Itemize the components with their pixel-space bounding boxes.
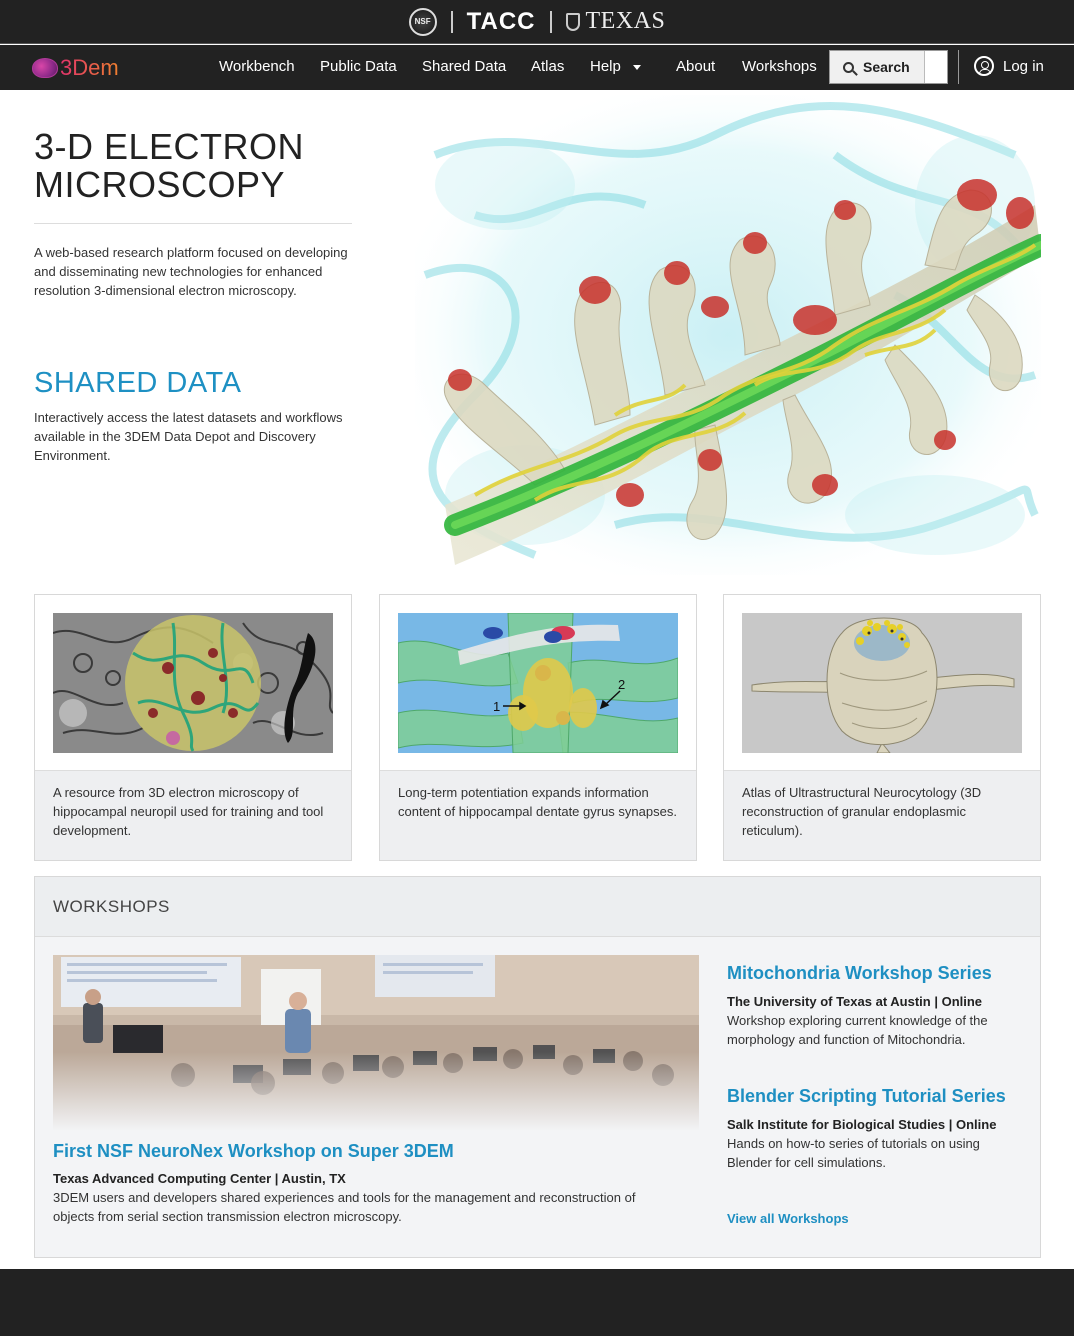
- page-title: [34, 128, 364, 204]
- nav-item-shared-data[interactable]: Shared Data: [422, 58, 507, 75]
- workshop-description: Workshop exploring current knowledge of the morphology and function of Mitochondria.: [727, 1013, 988, 1047]
- neurocytology-atlas-image: [742, 613, 1022, 753]
- nav-item-public-data[interactable]: Public Data: [320, 58, 397, 75]
- shared-data-description: Interactively access the latest datasets and workflows available in the 3DEM Data Depot and Discovery Environment.: [34, 410, 343, 463]
- shared-data-heading[interactable]: SHARED DATA: [34, 367, 242, 399]
- institution-bar: [0, 0, 1074, 44]
- workshop-meta: The University of Texas at Austin | Online: [727, 994, 983, 1009]
- svg-text:1: 1: [493, 699, 501, 714]
- workshops-panel: [34, 876, 1041, 1258]
- nav-item-workbench[interactable]: Workbench: [219, 58, 295, 75]
- view-all-workshops-link[interactable]: View all Workshops: [727, 1211, 849, 1226]
- search-box: [829, 50, 948, 84]
- chevron-down-icon: [633, 65, 641, 70]
- nsf-logo-text: NSF: [414, 17, 431, 26]
- login-label: Log in: [1003, 57, 1044, 75]
- dentate-gyrus-image: [398, 613, 678, 753]
- page-title-line: MICROSCOPY: [34, 164, 286, 205]
- workshop-description: Hands on how-to series of tutorials on using Blender for cell simulations.: [727, 1136, 980, 1170]
- nav-item-help-label: Help: [590, 58, 621, 75]
- workshop-title[interactable]: Mitochondria Workshop Series: [727, 963, 992, 983]
- nav-item-help[interactable]: [590, 58, 641, 75]
- svg-text:2: 2: [618, 677, 626, 692]
- workshops-header: [35, 877, 1040, 937]
- card-image-area: [724, 595, 1040, 771]
- nav-item-about[interactable]: About: [676, 58, 716, 75]
- divider: [958, 50, 959, 84]
- workshop-title[interactable]: Blender Scripting Tutorial Series: [727, 1086, 1006, 1106]
- search-icon: [843, 62, 854, 73]
- dataset-card[interactable]: [34, 594, 352, 861]
- dataset-card[interactable]: [379, 594, 697, 861]
- user-icon: [974, 56, 994, 76]
- hero-description: A web-based research platform focused on developing and disseminating new technologies for enhanced resolution 3-dimensional electron microscopy.: [34, 245, 348, 298]
- search-button-label: Search: [863, 59, 910, 75]
- site-logo-text: 3Dem: [60, 55, 119, 80]
- dataset-card[interactable]: [723, 594, 1041, 861]
- ut-shield-icon: [566, 13, 580, 31]
- main-nav: [0, 45, 1074, 90]
- nav-item-workshops[interactable]: Workshops: [742, 58, 817, 75]
- workshop-photo[interactable]: [53, 955, 699, 1131]
- page-title-line: 3-D ELECTRON: [34, 126, 305, 167]
- card-description: Atlas of Ultrastructural Neurocytology (3D reconstruction of granular endoplasmic reticulum).: [742, 785, 982, 838]
- login-link[interactable]: [974, 56, 1044, 76]
- hero-dendrite-image: [415, 95, 1041, 575]
- footer: [0, 1269, 1074, 1336]
- texas-logo[interactable]: [566, 8, 666, 35]
- nsf-logo-icon[interactable]: [409, 8, 437, 36]
- divider: [451, 11, 453, 33]
- brain-icon: [32, 58, 58, 78]
- search-button[interactable]: [830, 51, 925, 83]
- card-image-area: [380, 595, 696, 771]
- workshop-meta: Salk Institute for Biological Studies | Online: [727, 1117, 997, 1132]
- featured-workshop-meta: Texas Advanced Computing Center | Austin, TX: [53, 1171, 346, 1186]
- workshops-heading: WORKSHOPS: [53, 897, 170, 916]
- tacc-logo[interactable]: TACC: [466, 7, 536, 35]
- card-description: A resource from 3D electron microscopy of hippocampal neuropil used for training and tool development.: [53, 785, 324, 838]
- neuropil-em-image: [53, 613, 333, 753]
- divider: [550, 11, 552, 33]
- featured-workshop-title[interactable]: First NSF NeuroNex Workshop on Super 3DEM: [53, 1141, 454, 1161]
- card-description: Long-term potentiation expands information content of hippocampal dentate gyrus synapses.: [398, 785, 677, 819]
- search-input[interactable]: [925, 51, 947, 83]
- site-logo[interactable]: [32, 55, 119, 81]
- featured-workshop-description: 3DEM users and developers shared experiences and tools for the management and reconstruction of objects from serial section transmission electron microscopy.: [53, 1190, 636, 1224]
- nav-item-atlas[interactable]: Atlas: [531, 58, 565, 75]
- card-image-area: [35, 595, 351, 771]
- divider: [34, 223, 352, 224]
- texas-logo-text: TEXAS: [585, 8, 666, 34]
